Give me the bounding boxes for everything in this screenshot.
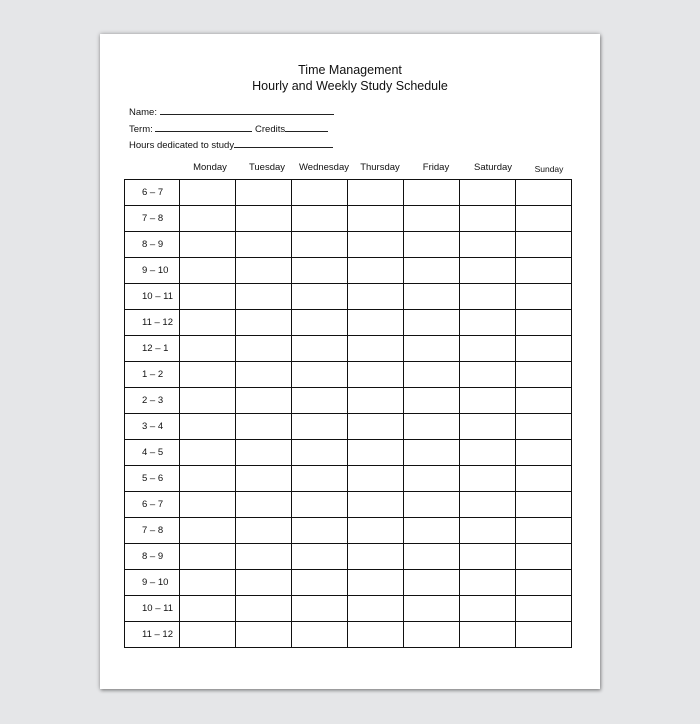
- day-header-saturday: Saturday: [473, 162, 513, 173]
- time-slot-label: 9 – 10: [125, 258, 180, 284]
- schedule-row: [125, 362, 572, 388]
- schedule-cell-saturday[interactable]: [460, 492, 516, 518]
- schedule-cell-sunday[interactable]: [516, 492, 572, 518]
- schedule-cell-tuesday[interactable]: [236, 388, 292, 414]
- time-slot-label: 3 – 4: [125, 414, 180, 440]
- document-page: [100, 34, 600, 689]
- schedule-cell-monday[interactable]: [180, 336, 236, 362]
- schedule-cell-saturday[interactable]: [460, 362, 516, 388]
- schedule-cell-sunday[interactable]: [516, 336, 572, 362]
- schedule-cell-monday[interactable]: [180, 570, 236, 596]
- schedule-cell-friday[interactable]: [404, 258, 460, 284]
- schedule-row: [125, 544, 572, 570]
- schedule-cell-saturday[interactable]: [460, 284, 516, 310]
- schedule-cell-tuesday[interactable]: [236, 336, 292, 362]
- schedule-cell-friday[interactable]: [404, 362, 460, 388]
- schedule-cell-wednesday[interactable]: [292, 596, 348, 622]
- time-slot-label: 8 – 9: [125, 232, 180, 258]
- schedule-cell-wednesday[interactable]: [292, 544, 348, 570]
- schedule-cell-friday[interactable]: [404, 388, 460, 414]
- name-label: Name:: [129, 107, 157, 118]
- day-header-wednesday: Wednesday: [299, 162, 349, 173]
- schedule-cell-wednesday[interactable]: [292, 336, 348, 362]
- schedule-cell-monday[interactable]: [180, 492, 236, 518]
- schedule-cell-saturday[interactable]: [460, 414, 516, 440]
- schedule-cell-wednesday[interactable]: [292, 440, 348, 466]
- schedule-cell-thursday[interactable]: [348, 466, 404, 492]
- schedule-cell-tuesday[interactable]: [236, 284, 292, 310]
- schedule-cell-monday[interactable]: [180, 414, 236, 440]
- day-header-sunday: Sunday: [534, 164, 564, 174]
- schedule-cell-tuesday[interactable]: [236, 518, 292, 544]
- schedule-row: [125, 570, 572, 596]
- schedule-cell-tuesday[interactable]: [236, 466, 292, 492]
- schedule-cell-saturday[interactable]: [460, 570, 516, 596]
- schedule-cell-tuesday[interactable]: [236, 492, 292, 518]
- schedule-cell-saturday[interactable]: [460, 180, 516, 206]
- day-header-monday: Monday: [193, 162, 227, 173]
- credits-label: Credits: [255, 124, 286, 135]
- schedule-cell-friday[interactable]: [404, 414, 460, 440]
- schedule-cell-sunday[interactable]: [516, 180, 572, 206]
- schedule-cell-sunday[interactable]: [516, 622, 572, 648]
- day-header-tuesday: Tuesday: [248, 162, 286, 173]
- schedule-cell-wednesday[interactable]: [292, 284, 348, 310]
- schedule-cell-tuesday[interactable]: [236, 206, 292, 232]
- schedule-cell-tuesday[interactable]: [236, 180, 292, 206]
- schedule-cell-sunday[interactable]: [516, 388, 572, 414]
- schedule-row: [125, 388, 572, 414]
- schedule-cell-thursday[interactable]: [348, 362, 404, 388]
- name-blank[interactable]: [160, 104, 334, 115]
- schedule-cell-tuesday[interactable]: [236, 596, 292, 622]
- schedule-cell-thursday[interactable]: [348, 440, 404, 466]
- schedule-cell-monday[interactable]: [180, 180, 236, 206]
- time-slot-label: 9 – 10: [125, 570, 180, 596]
- time-slot-label: 12 – 1: [125, 336, 180, 362]
- time-slot-label: 5 – 6: [125, 466, 180, 492]
- schedule-cell-saturday[interactable]: [460, 258, 516, 284]
- schedule-row: [125, 414, 572, 440]
- schedule-cell-wednesday[interactable]: [292, 518, 348, 544]
- schedule-cell-sunday[interactable]: [516, 232, 572, 258]
- time-slot-label: 4 – 5: [125, 440, 180, 466]
- schedule-cell-saturday[interactable]: [460, 440, 516, 466]
- schedule-cell-sunday[interactable]: [516, 414, 572, 440]
- day-header-friday: Friday: [422, 162, 450, 173]
- schedule-cell-sunday[interactable]: [516, 570, 572, 596]
- schedule-cell-monday[interactable]: [180, 284, 236, 310]
- schedule-row: [125, 284, 572, 310]
- schedule-cell-thursday[interactable]: [348, 492, 404, 518]
- term-blank[interactable]: [155, 121, 252, 132]
- hours-label: Hours dedicated to study: [129, 140, 235, 151]
- schedule-cell-thursday[interactable]: [348, 206, 404, 232]
- term-label: Term:: [129, 124, 153, 135]
- schedule-cell-thursday[interactable]: [348, 232, 404, 258]
- schedule-cell-wednesday[interactable]: [292, 180, 348, 206]
- schedule-cell-friday[interactable]: [404, 544, 460, 570]
- document-title: Time Management: [298, 63, 402, 77]
- schedule-cell-wednesday[interactable]: [292, 206, 348, 232]
- schedule-cell-friday[interactable]: [404, 466, 460, 492]
- schedule-cell-tuesday[interactable]: [236, 232, 292, 258]
- schedule-cell-tuesday[interactable]: [236, 570, 292, 596]
- schedule-row: [125, 258, 572, 284]
- schedule-cell-saturday[interactable]: [460, 388, 516, 414]
- schedule-cell-thursday[interactable]: [348, 596, 404, 622]
- schedule-cell-tuesday[interactable]: [236, 544, 292, 570]
- schedule-cell-tuesday[interactable]: [236, 362, 292, 388]
- schedule-cell-thursday[interactable]: [348, 518, 404, 544]
- schedule-cell-sunday[interactable]: [516, 518, 572, 544]
- schedule-cell-wednesday[interactable]: [292, 492, 348, 518]
- schedule-cell-friday[interactable]: [404, 518, 460, 544]
- schedule-cell-wednesday[interactable]: [292, 622, 348, 648]
- schedule-row: [125, 180, 572, 206]
- schedule-cell-monday[interactable]: [180, 258, 236, 284]
- schedule-row: [125, 622, 572, 648]
- schedule-cell-sunday[interactable]: [516, 258, 572, 284]
- schedule-cell-saturday[interactable]: [460, 232, 516, 258]
- schedule-cell-friday[interactable]: [404, 232, 460, 258]
- name-field[interactable]: [129, 104, 334, 119]
- schedule-row: [125, 440, 572, 466]
- schedule-cell-friday[interactable]: [404, 206, 460, 232]
- schedule-row: [125, 232, 572, 258]
- document-subtitle: Hourly and Weekly Study Schedule: [252, 79, 448, 93]
- schedule-cell-monday[interactable]: [180, 362, 236, 388]
- schedule-cell-sunday[interactable]: [516, 206, 572, 232]
- schedule-row: [125, 596, 572, 622]
- schedule-row: [125, 310, 572, 336]
- time-slot-label: 7 – 8: [125, 518, 180, 544]
- schedule-cell-thursday[interactable]: [348, 336, 404, 362]
- schedule-cell-monday[interactable]: [180, 310, 236, 336]
- time-slot-label: 6 – 7: [125, 492, 180, 518]
- schedule-row: [125, 518, 572, 544]
- schedule-cell-thursday[interactable]: [348, 622, 404, 648]
- schedule-cell-saturday[interactable]: [460, 622, 516, 648]
- time-slot-label: 7 – 8: [125, 206, 180, 232]
- schedule-cell-friday[interactable]: [404, 180, 460, 206]
- schedule-cell-monday[interactable]: [180, 232, 236, 258]
- schedule-cell-sunday[interactable]: [516, 310, 572, 336]
- schedule-cell-friday[interactable]: [404, 622, 460, 648]
- schedule-cell-sunday[interactable]: [516, 284, 572, 310]
- schedule-cell-saturday[interactable]: [460, 310, 516, 336]
- schedule-cell-tuesday[interactable]: [236, 440, 292, 466]
- schedule-cell-friday[interactable]: [404, 570, 460, 596]
- schedule-cell-saturday[interactable]: [460, 336, 516, 362]
- day-header-thursday: Thursday: [360, 162, 400, 173]
- schedule-cell-sunday[interactable]: [516, 466, 572, 492]
- time-slot-label: 2 – 3: [125, 388, 180, 414]
- time-slot-label: 1 – 2: [125, 362, 180, 388]
- schedule-cell-tuesday[interactable]: [236, 622, 292, 648]
- schedule-cell-tuesday[interactable]: [236, 310, 292, 336]
- schedule-cell-sunday[interactable]: [516, 362, 572, 388]
- schedule-cell-monday[interactable]: [180, 466, 236, 492]
- schedule-cell-monday[interactable]: [180, 544, 236, 570]
- schedule-cell-wednesday[interactable]: [292, 232, 348, 258]
- schedule-cell-wednesday[interactable]: [292, 310, 348, 336]
- schedule-cell-saturday[interactable]: [460, 544, 516, 570]
- hours-field[interactable]: [129, 137, 333, 152]
- schedule-cell-friday[interactable]: [404, 284, 460, 310]
- schedule-cell-monday[interactable]: [180, 596, 236, 622]
- time-slot-label: 6 – 7: [125, 180, 180, 206]
- schedule-cell-thursday[interactable]: [348, 414, 404, 440]
- schedule-cell-friday[interactable]: [404, 336, 460, 362]
- time-slot-label: 8 – 9: [125, 544, 180, 570]
- schedule-cell-wednesday[interactable]: [292, 362, 348, 388]
- time-slot-label: 11 – 12: [125, 310, 180, 336]
- term-credits-field[interactable]: [129, 121, 328, 136]
- schedule-row: [125, 492, 572, 518]
- schedule-cell-saturday[interactable]: [460, 596, 516, 622]
- schedule-row: [125, 336, 572, 362]
- schedule-cell-saturday[interactable]: [460, 206, 516, 232]
- schedule-cell-friday[interactable]: [404, 596, 460, 622]
- schedule-cell-monday[interactable]: [180, 518, 236, 544]
- schedule-cell-monday[interactable]: [180, 440, 236, 466]
- schedule-cell-thursday[interactable]: [348, 544, 404, 570]
- schedule-grid: [124, 179, 572, 648]
- time-slot-label: 10 – 11: [125, 596, 180, 622]
- schedule-cell-friday[interactable]: [404, 310, 460, 336]
- schedule-cell-saturday[interactable]: [460, 466, 516, 492]
- schedule-cell-thursday[interactable]: [348, 180, 404, 206]
- schedule-row: [125, 466, 572, 492]
- schedule-cell-thursday[interactable]: [348, 570, 404, 596]
- schedule-cell-saturday[interactable]: [460, 518, 516, 544]
- schedule-cell-thursday[interactable]: [348, 310, 404, 336]
- schedule-cell-monday[interactable]: [180, 388, 236, 414]
- schedule-cell-wednesday[interactable]: [292, 258, 348, 284]
- time-slot-label: 10 – 11: [125, 284, 180, 310]
- schedule-cell-monday[interactable]: [180, 206, 236, 232]
- schedule-cell-thursday[interactable]: [348, 258, 404, 284]
- schedule-cell-sunday[interactable]: [516, 596, 572, 622]
- schedule-cell-thursday[interactable]: [348, 284, 404, 310]
- schedule-cell-monday[interactable]: [180, 622, 236, 648]
- schedule-cell-wednesday[interactable]: [292, 466, 348, 492]
- schedule-cell-thursday[interactable]: [348, 388, 404, 414]
- schedule-cell-tuesday[interactable]: [236, 414, 292, 440]
- schedule-cell-wednesday[interactable]: [292, 414, 348, 440]
- schedule-cell-sunday[interactable]: [516, 440, 572, 466]
- schedule-cell-friday[interactable]: [404, 492, 460, 518]
- schedule-cell-sunday[interactable]: [516, 544, 572, 570]
- schedule-row: [125, 206, 572, 232]
- credits-blank[interactable]: [285, 121, 328, 132]
- schedule-cell-tuesday[interactable]: [236, 258, 292, 284]
- schedule-cell-wednesday[interactable]: [292, 388, 348, 414]
- schedule-cell-wednesday[interactable]: [292, 570, 348, 596]
- schedule-cell-friday[interactable]: [404, 440, 460, 466]
- hours-blank[interactable]: [234, 137, 333, 148]
- time-slot-label: 11 – 12: [125, 622, 180, 648]
